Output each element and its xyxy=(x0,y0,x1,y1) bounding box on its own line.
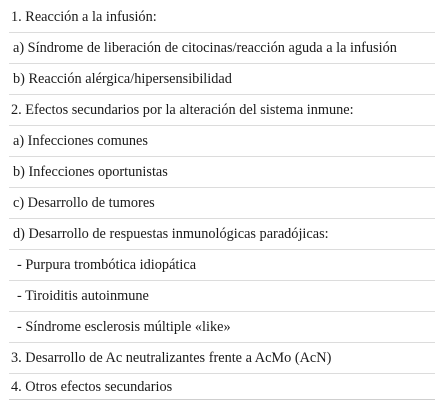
table-row-other-effects: 4. Otros efectos secundarios xyxy=(9,374,435,400)
table-row-opportunistic-infections: b) Infecciones oportunistas xyxy=(9,157,435,188)
table-row-common-infections: a) Infecciones comunes xyxy=(9,126,435,157)
table-row-thyroiditis: - Tiroiditis autoinmune xyxy=(9,281,435,312)
table-row-purpura: - Purpura trombótica idiopática xyxy=(9,250,435,281)
table-row-immune-alteration: 2. Efectos secundarios por la alteración del sistema inmune: xyxy=(9,95,435,126)
table-row-allergic-reaction: b) Reacción alérgica/hipersensibilidad xyxy=(9,64,435,95)
table-row-paradoxical-responses: d) Desarrollo de respuestas inmunológicas paradójicas: xyxy=(9,219,435,250)
table-row-neutralizing-antibodies: 3. Desarrollo de Ac neutralizantes frente a AcMo (AcN) xyxy=(9,343,435,374)
table-row-ms-like: - Síndrome esclerosis múltiple «like» xyxy=(9,312,435,343)
table-row-infusion-reaction: 1. Reacción a la infusión: xyxy=(9,2,435,33)
table-row-tumor-development: c) Desarrollo de tumores xyxy=(9,188,435,219)
adverse-effects-table xyxy=(9,2,435,400)
table-row-cytokine-release: a) Síndrome de liberación de citocinas/reacción aguda a la infusión xyxy=(9,33,435,64)
